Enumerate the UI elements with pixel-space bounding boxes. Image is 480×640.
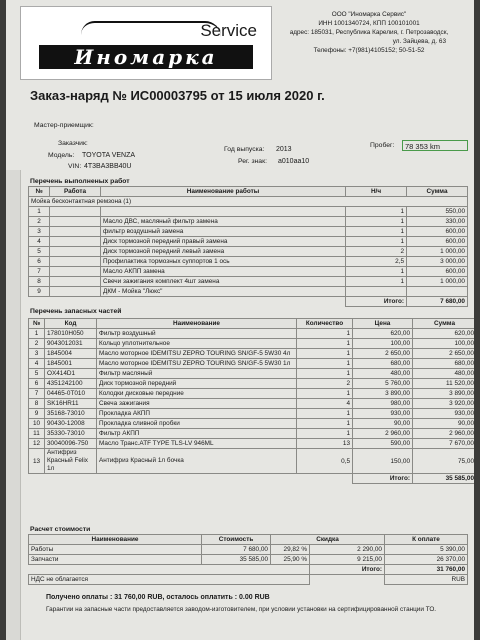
- parts-cell-qty: 1: [297, 359, 353, 369]
- gutter-cell: [6, 510, 20, 519]
- works-cell-name: Масло АКПП замена: [101, 267, 346, 277]
- parts-cell-price: 5 760,00: [353, 379, 413, 389]
- gutter-cell: [6, 234, 20, 243]
- gutter-cell: [6, 436, 20, 445]
- works-cell-number: 6: [29, 257, 50, 267]
- works-cell-number: 9: [29, 287, 50, 297]
- works-cell-sum: 330,00: [407, 217, 468, 227]
- works-cell-sum: 1 000,00: [407, 247, 468, 257]
- works-cell-name: [101, 207, 346, 217]
- parts-cell-code: 04465-0T010: [45, 389, 97, 399]
- calc-col-cost: Стоимость: [202, 535, 271, 545]
- works-row: [29, 207, 468, 217]
- parts-cell-sum: 3 890,00: [413, 389, 475, 399]
- calc-row-name: Работы: [29, 545, 202, 555]
- parts-cell-price: 480,00: [353, 369, 413, 379]
- works-cell-sum: [407, 287, 468, 297]
- gutter-cell: [6, 289, 20, 298]
- parts-cell-number: 11: [29, 429, 45, 439]
- parts-cell-qty: 1: [297, 419, 353, 429]
- calc-row-discount-amount: 2 290,00: [310, 545, 385, 555]
- plate-value: а010аа10: [278, 158, 310, 165]
- parts-cell-qty: 1: [297, 339, 353, 349]
- calc-total-value: 31 760,00: [385, 565, 468, 575]
- gutter-cell: [6, 216, 20, 225]
- parts-cell-qty: 1: [297, 409, 353, 419]
- parts-cell-price: 3 890,00: [353, 389, 413, 399]
- customer-label: Заказчик:: [58, 140, 88, 147]
- parts-col-price: Цена: [353, 319, 413, 329]
- parts-cell-code: 4351242100: [45, 379, 97, 389]
- parts-total-row: [29, 474, 475, 484]
- vin-label: VIN:: [68, 163, 82, 170]
- parts-cell-name: Прокладка АКПП: [97, 409, 297, 419]
- parts-cell-price: 980,00: [353, 399, 413, 409]
- works-header-row: [29, 187, 468, 197]
- parts-col-qty: Количество: [297, 319, 353, 329]
- parts-row: [29, 419, 475, 429]
- works-col-name: Наименование работы: [101, 187, 346, 197]
- gutter-cell: [6, 363, 20, 372]
- works-total-value: 7 680,00: [407, 297, 468, 307]
- works-cell-hours: 2: [346, 247, 407, 257]
- parts-cell-qty: 1: [297, 389, 353, 399]
- parts-cell-number: 10: [29, 419, 45, 429]
- works-cell-code: [50, 207, 101, 217]
- gutter-cell: [6, 253, 20, 262]
- parts-cell-name: Масло Транс.ATF TYPE TLS-LV 946ML: [97, 439, 297, 449]
- works-row: [29, 237, 468, 247]
- calc-row-discount-percent: 25,90 %: [271, 555, 310, 565]
- gutter-cell: [6, 207, 20, 216]
- parts-cell-name: Фильтр воздушный: [97, 329, 297, 339]
- works-row: [29, 287, 468, 297]
- gutter-cell: [6, 170, 20, 179]
- calc-row-parts: [29, 555, 468, 565]
- parts-cell-price: 620,00: [353, 329, 413, 339]
- company-phones: Телефоны: +7(981)4105152; 50-51-52: [313, 47, 425, 54]
- gutter-cell: [6, 179, 20, 188]
- parts-cell-name: Прокладка сливной пробки: [97, 419, 297, 429]
- parts-cell-code: 30040096-750: [45, 439, 97, 449]
- works-cell-code: [50, 247, 101, 257]
- works-cell-number: 1: [29, 207, 50, 217]
- works-row: [29, 217, 468, 227]
- parts-cell-number: 6: [29, 379, 45, 389]
- parts-cell-price: 680,00: [353, 359, 413, 369]
- parts-cell-number: 5: [29, 369, 45, 379]
- parts-col-number: №: [29, 319, 45, 329]
- parts-cell-code: 1845004: [45, 349, 97, 359]
- gutter-cell: [6, 455, 20, 464]
- works-row: [29, 277, 468, 287]
- gutter-cell: [6, 418, 20, 427]
- calc-header-row: [29, 535, 468, 545]
- parts-cell-code: 178010H050: [45, 329, 97, 339]
- parts-cell-number: 9: [29, 409, 45, 419]
- works-cell-name: Диск тормозной передний правый замена: [101, 237, 346, 247]
- works-cell-code: [50, 287, 101, 297]
- parts-cell-sum: 2 650,00: [413, 349, 475, 359]
- parts-cell-number: 3: [29, 349, 45, 359]
- parts-cell-code: SK16HR11: [45, 399, 97, 409]
- parts-cell-code: 35168-73010: [45, 409, 97, 419]
- calc-col-name: Наименование: [29, 535, 202, 545]
- parts-cell-price: 2 650,00: [353, 349, 413, 359]
- works-row: [29, 257, 468, 267]
- parts-cell-sum: 3 920,00: [413, 399, 475, 409]
- parts-cell-qty: 1: [297, 349, 353, 359]
- gutter-cell: [6, 280, 20, 289]
- works-cell-number: 3: [29, 227, 50, 237]
- gutter-cell: [6, 593, 20, 602]
- works-cell-code: [50, 257, 101, 267]
- works-cell-code: [50, 227, 101, 237]
- parts-cell-sum: 11 520,00: [413, 379, 475, 389]
- gutter-cell: [6, 400, 20, 409]
- parts-row: [29, 349, 475, 359]
- works-cell-hours: 1: [346, 277, 407, 287]
- parts-row: [29, 389, 475, 399]
- works-table: [28, 186, 468, 307]
- works-cell-code: [50, 277, 101, 287]
- works-section-title: Перечень выполненых работ: [30, 178, 130, 185]
- parts-cell-code: OX414D1: [45, 369, 97, 379]
- parts-cell-sum: 480,00: [413, 369, 475, 379]
- works-cell-number: 4: [29, 237, 50, 247]
- calc-row-name: Запчасти: [29, 555, 202, 565]
- gutter-cell: [6, 473, 20, 482]
- works-cell-name: Масло ДВС, масляный фильтр замена: [101, 217, 346, 227]
- works-cell-name: фильтр воздушный замена: [101, 227, 346, 237]
- parts-row: [29, 439, 475, 449]
- company-logo: [20, 6, 272, 80]
- works-row: [29, 247, 468, 257]
- gutter-cell: [6, 391, 20, 400]
- parts-cell-name: Свеча зажигания: [97, 399, 297, 409]
- company-inn: ИНН 1001340724, КПП 100101001: [318, 20, 420, 27]
- gutter-cell: [6, 198, 20, 207]
- parts-cell-sum: 620,00: [413, 329, 475, 339]
- works-cell-hours: 1: [346, 237, 407, 247]
- works-cell-sum: 600,00: [407, 237, 468, 247]
- parts-cell-code: 9043012031: [45, 339, 97, 349]
- payment-status: Получено оплаты : 31 760,00 RUB, осталось оплатить : 0.00 RUB: [46, 594, 270, 601]
- calc-row-works: [29, 545, 468, 555]
- parts-cell-qty: 1: [297, 329, 353, 339]
- calc-row-cost: 35 585,00: [202, 555, 271, 565]
- gutter-cell: [6, 335, 20, 344]
- works-cell-name: ДКМ - Мойка "Люкс": [101, 287, 346, 297]
- calc-vat-row: [29, 575, 468, 585]
- works-cell-hours: 1: [346, 207, 407, 217]
- works-group-row: [29, 197, 468, 207]
- works-cell-hours: 1: [346, 227, 407, 237]
- works-total-row: [29, 297, 468, 307]
- parts-total-label: Итого:: [353, 474, 413, 484]
- parts-row: [29, 449, 475, 474]
- plate-label: Рег. знак:: [238, 158, 267, 165]
- gutter-cell: [6, 381, 20, 390]
- parts-cell-sum: 75,00: [413, 449, 475, 474]
- parts-cell-code: 1845001: [45, 359, 97, 369]
- parts-cell-code: 35330-73010: [45, 429, 97, 439]
- parts-cell-price: 590,00: [353, 439, 413, 449]
- parts-row: [29, 339, 475, 349]
- works-cell-hours: 2,5: [346, 257, 407, 267]
- gutter-cell: [6, 308, 20, 317]
- gutter-cell: [6, 244, 20, 253]
- parts-cell-number: 8: [29, 399, 45, 409]
- gutter-cell: [6, 446, 20, 455]
- works-total-label: Итого:: [346, 297, 407, 307]
- works-cell-sum: 550,00: [407, 207, 468, 217]
- gutter-cell: [6, 565, 20, 574]
- gutter-cell: [6, 547, 20, 556]
- year-value: 2013: [276, 146, 292, 153]
- parts-col-name: Наименование: [97, 319, 297, 329]
- calc-total-row: [29, 565, 468, 575]
- parts-cell-code: Антифриз Красный Felix 1л: [45, 449, 97, 474]
- calc-row-discount-amount: 9 215,00: [310, 555, 385, 565]
- parts-cell-price: 150,00: [353, 449, 413, 474]
- gutter-cell: [6, 464, 20, 473]
- calc-currency: RUB: [385, 575, 468, 585]
- gutter-cell: [6, 271, 20, 280]
- calc-row-discount-percent: 29,82 %: [271, 545, 310, 555]
- works-cell-number: 5: [29, 247, 50, 257]
- parts-cell-number: 12: [29, 439, 45, 449]
- logo-service-text: Service: [200, 21, 257, 40]
- parts-cell-name: Фильтр АКПП: [97, 429, 297, 439]
- parts-cell-sum: 7 670,00: [413, 439, 475, 449]
- calc-col-discount: Скидка: [271, 535, 385, 545]
- works-cell-name: Диск тормозной передний левый замена: [101, 247, 346, 257]
- parts-total-value: 35 585,00: [413, 474, 475, 484]
- parts-row: [29, 429, 475, 439]
- company-address-line1: адрес: 185031, Республика Карелия, г. Петрозаводск,: [289, 29, 449, 36]
- document-title: Заказ-наряд № ИС00003795 от 15 июля 2020 г.: [30, 88, 325, 103]
- parts-section-title: Перечень запасных частей: [30, 308, 122, 315]
- parts-cell-name: Масло моторное IDEMITSU ZEPRO TOURING SN/GF-5 5W30 4л: [97, 349, 297, 359]
- parts-cell-number: 13: [29, 449, 45, 474]
- work-order-sheet: [6, 0, 474, 640]
- calc-section-title: Расчет стоимости: [30, 526, 91, 533]
- parts-row: [29, 359, 475, 369]
- works-cell-hours: 1: [346, 217, 407, 227]
- parts-cell-sum: 90,00: [413, 419, 475, 429]
- parts-cell-qty: 1: [297, 369, 353, 379]
- parts-cell-name: Колодки дисковые передние: [97, 389, 297, 399]
- works-cell-number: 2: [29, 217, 50, 227]
- gutter-cell: [6, 345, 20, 354]
- parts-cell-number: 7: [29, 389, 45, 399]
- mileage-value: 78 353 km: [402, 140, 468, 151]
- works-cell-number: 7: [29, 267, 50, 277]
- parts-cell-name: Антифриз Красный 1л бочка: [97, 449, 297, 474]
- works-cell-sum: 3 000,00: [407, 257, 468, 267]
- parts-cell-name: Масло моторное IDEMITSU ZEPRO TOURING SN/GF-5 5W30 1л: [97, 359, 297, 369]
- works-col-number: №: [29, 187, 50, 197]
- gutter-cell: [6, 538, 20, 547]
- gutter-cell: [6, 372, 20, 381]
- gutter-cell: [6, 528, 20, 537]
- parts-cell-qty: 13: [297, 439, 353, 449]
- parts-cell-price: 90,00: [353, 419, 413, 429]
- works-row: [29, 267, 468, 277]
- calc-col-pay: К оплате: [385, 535, 468, 545]
- gutter-cell: [6, 620, 20, 629]
- parts-cell-name: Диск тормозной передний: [97, 379, 297, 389]
- gutter-cell: [6, 354, 20, 363]
- works-cell-code: [50, 217, 101, 227]
- works-cell-hours: 1: [346, 267, 407, 277]
- gutter-cell: [6, 501, 20, 510]
- parts-cell-sum: 2 960,00: [413, 429, 475, 439]
- parts-col-code: Код: [45, 319, 97, 329]
- parts-row: [29, 369, 475, 379]
- gutter-cell: [6, 611, 20, 620]
- parts-cell-name: Кольцо уплотнительное: [97, 339, 297, 349]
- works-cell-code: [50, 267, 101, 277]
- parts-cell-number: 4: [29, 359, 45, 369]
- parts-cell-sum: 100,00: [413, 339, 475, 349]
- master-label: Мастер-приемщик:: [34, 122, 94, 129]
- logo-brand-text: Иномарка: [39, 45, 253, 69]
- company-details: [274, 10, 464, 55]
- calc-row-pay: 5 390,00: [385, 545, 468, 555]
- gutter-cell: [6, 583, 20, 592]
- gutter-cell: [6, 519, 20, 528]
- works-cell-sum: 600,00: [407, 227, 468, 237]
- model-value: TOYOTA VENZA: [82, 152, 136, 159]
- parts-cell-qty: 0,5: [297, 449, 353, 474]
- parts-cell-price: 2 960,00: [353, 429, 413, 439]
- gutter-cell: [6, 299, 20, 308]
- gutter-cell: [6, 326, 20, 335]
- gutter-cell: [6, 556, 20, 565]
- parts-header-row: [29, 319, 475, 329]
- gutter-cell: [6, 602, 20, 611]
- parts-row: [29, 329, 475, 339]
- parts-col-sum: Сумма: [413, 319, 475, 329]
- gutter-cell: [6, 225, 20, 234]
- year-label: Год выпуска:: [224, 146, 265, 153]
- row-number-gutter: [6, 170, 21, 640]
- works-cell-code: [50, 237, 101, 247]
- works-row: [29, 227, 468, 237]
- parts-cell-number: 2: [29, 339, 45, 349]
- calc-table: [28, 534, 468, 585]
- works-group-label: Мойка бесконтактная ремзона (1): [29, 197, 468, 207]
- gutter-cell: [6, 317, 20, 326]
- works-col-hours: Н/ч: [346, 187, 407, 197]
- calc-vat-note: НДС не облагается: [29, 575, 310, 585]
- gutter-cell: [6, 262, 20, 271]
- calc-row-pay: 26 370,00: [385, 555, 468, 565]
- gutter-cell: [6, 409, 20, 418]
- guarantee-note: Гарантии на запасные части предоставляется заводом-изготовителем, при условии установки на сертифицированной станции ТО.: [46, 606, 437, 613]
- parts-table: [28, 318, 474, 484]
- parts-cell-sum: 930,00: [413, 409, 475, 419]
- company-name: ООО "Иномарка Сервис": [331, 11, 407, 18]
- works-col-code: Работа: [50, 187, 101, 197]
- parts-cell-qty: 2: [297, 379, 353, 389]
- parts-cell-sum: 680,00: [413, 359, 475, 369]
- works-cell-name: Профилактика тормозных суппортов 1 ось: [101, 257, 346, 267]
- vin-value: 4T3BA3BB40U: [84, 163, 132, 170]
- calc-total-label: Итого:: [310, 565, 385, 575]
- works-cell-sum: 1 000,00: [407, 277, 468, 287]
- parts-cell-qty: 1: [297, 429, 353, 439]
- parts-row: [29, 399, 475, 409]
- gutter-cell: [6, 188, 20, 197]
- works-cell-name: Свечи зажигания комплект 4шт замена: [101, 277, 346, 287]
- gutter-cell: [6, 574, 20, 583]
- works-cell-number: 8: [29, 277, 50, 287]
- parts-row: [29, 409, 475, 419]
- model-label: Модель:: [48, 152, 75, 159]
- gutter-cell: [6, 427, 20, 436]
- company-address-line2: ул. Зайцева, д. 63: [392, 38, 446, 45]
- parts-cell-code: 90430-12008: [45, 419, 97, 429]
- gutter-cell: [6, 482, 20, 491]
- parts-row: [29, 379, 475, 389]
- parts-cell-price: 930,00: [353, 409, 413, 419]
- parts-cell-number: 1: [29, 329, 45, 339]
- parts-cell-price: 100,00: [353, 339, 413, 349]
- gutter-cell: [6, 492, 20, 501]
- works-cell-sum: 600,00: [407, 267, 468, 277]
- parts-cell-name: Фильтр масляный: [97, 369, 297, 379]
- calc-row-cost: 7 680,00: [202, 545, 271, 555]
- parts-cell-qty: 4: [297, 399, 353, 409]
- works-col-sum: Сумма: [407, 187, 468, 197]
- works-cell-hours: [346, 287, 407, 297]
- mileage-label: Пробег:: [370, 142, 395, 149]
